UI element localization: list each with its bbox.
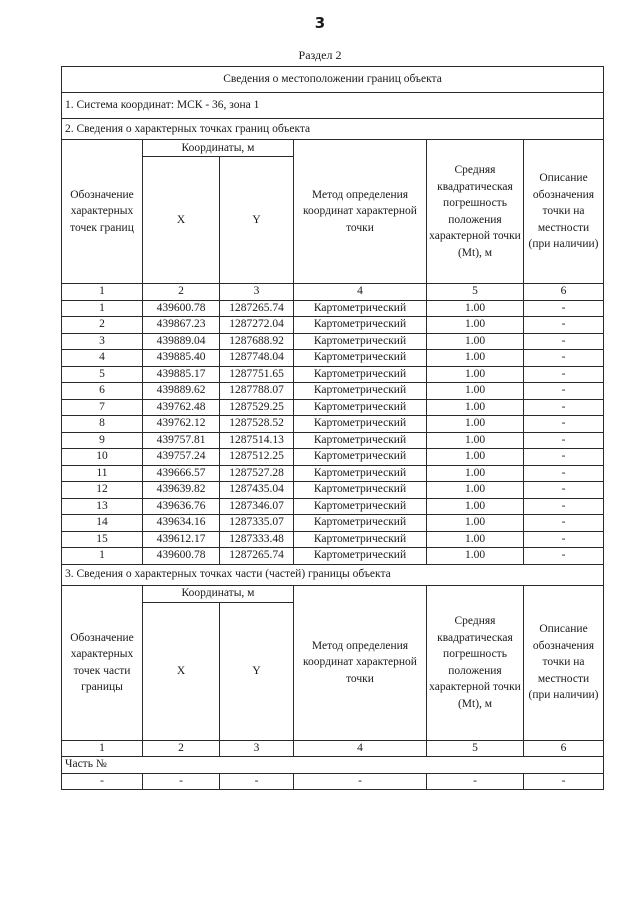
- table-title: Сведения о местоположении границ объекта: [62, 67, 604, 93]
- cell: 4: [294, 740, 427, 757]
- cell: 14: [62, 515, 143, 532]
- cell: -: [524, 317, 604, 334]
- cell: -: [524, 350, 604, 367]
- cell: 7: [62, 399, 143, 416]
- header-point-designation-part: Обозначение характерных точек части границы: [62, 585, 143, 740]
- cell: -: [524, 416, 604, 433]
- cell: -: [143, 773, 220, 790]
- cell: -: [524, 449, 604, 466]
- cell: 1.00: [427, 548, 524, 565]
- part2-title: 2. Сведения о характерных точках границ объекта: [62, 119, 604, 140]
- cell: 4: [294, 284, 427, 301]
- table-row: [62, 333, 604, 350]
- header-coordinates: Координаты, м: [143, 140, 294, 157]
- cell: 1.00: [427, 300, 524, 317]
- cell: 1287335.07: [220, 515, 294, 532]
- cell: 1287788.07: [220, 383, 294, 400]
- table-row: [62, 366, 604, 383]
- table-row: [62, 498, 604, 515]
- cell: 5: [427, 740, 524, 757]
- cell: Картометрический: [294, 548, 427, 565]
- cell: 1.00: [427, 432, 524, 449]
- cell: 1287435.04: [220, 482, 294, 499]
- cell: Картометрический: [294, 350, 427, 367]
- cell: 1287514.13: [220, 432, 294, 449]
- cell: -: [524, 482, 604, 499]
- cell: -: [524, 531, 604, 548]
- cell: Картометрический: [294, 531, 427, 548]
- table-row: [62, 465, 604, 482]
- cell: 1287333.48: [220, 531, 294, 548]
- cell: 1: [62, 300, 143, 317]
- header-y-part: Y: [220, 602, 294, 740]
- cell: 439762.48: [143, 399, 220, 416]
- page-number: 3: [314, 14, 326, 32]
- table-row: [62, 482, 604, 499]
- cell: 15: [62, 531, 143, 548]
- cell: Картометрический: [294, 482, 427, 499]
- table-row: [62, 399, 604, 416]
- cell: 1.00: [427, 366, 524, 383]
- cell: 439639.82: [143, 482, 220, 499]
- cell: 2: [143, 740, 220, 757]
- cell: 11: [62, 465, 143, 482]
- cell: 1.00: [427, 350, 524, 367]
- cell: 2: [143, 284, 220, 301]
- table-row: [62, 416, 604, 433]
- coord-system: 1. Система координат: МСК - 36, зона 1: [62, 93, 604, 119]
- cell: -: [524, 548, 604, 565]
- header-description-part: Описание обозначения точки на местности (при наличии): [524, 585, 604, 740]
- cell: 1287529.25: [220, 399, 294, 416]
- cell: -: [524, 333, 604, 350]
- cell: Картометрический: [294, 383, 427, 400]
- cell: 3: [62, 333, 143, 350]
- cell: 1.00: [427, 383, 524, 400]
- part-label: Часть №: [62, 757, 604, 774]
- cell: 439885.40: [143, 350, 220, 367]
- table-row: [62, 317, 604, 334]
- cell: 1.00: [427, 317, 524, 334]
- table-row: [62, 515, 604, 532]
- cell: Картометрический: [294, 333, 427, 350]
- boundary-table: [61, 66, 604, 790]
- cell: 8: [62, 416, 143, 433]
- cell: 1: [62, 548, 143, 565]
- table-row: [62, 300, 604, 317]
- cell: 4: [62, 350, 143, 367]
- cell: 3: [220, 740, 294, 757]
- header-x-part: X: [143, 602, 220, 740]
- cell: 1287688.92: [220, 333, 294, 350]
- cell: 10: [62, 449, 143, 466]
- cell: 439757.81: [143, 432, 220, 449]
- cell: Картометрический: [294, 515, 427, 532]
- cell: 1.00: [427, 333, 524, 350]
- table-row: [62, 383, 604, 400]
- cell: -: [524, 383, 604, 400]
- cell: Картометрический: [294, 465, 427, 482]
- cell: -: [524, 773, 604, 790]
- cell: Картометрический: [294, 416, 427, 433]
- cell: Картометрический: [294, 399, 427, 416]
- cell: Картометрический: [294, 366, 427, 383]
- cell: -: [62, 773, 143, 790]
- cell: 1287272.04: [220, 317, 294, 334]
- cell: 2: [62, 317, 143, 334]
- cell: 439666.57: [143, 465, 220, 482]
- cell: 9: [62, 432, 143, 449]
- column-numbers-row: [62, 284, 604, 301]
- table-row: [62, 449, 604, 466]
- cell: 439636.76: [143, 498, 220, 515]
- table-row: [62, 531, 604, 548]
- cell: 439612.17: [143, 531, 220, 548]
- cell: Картометрический: [294, 498, 427, 515]
- cell: 3: [220, 284, 294, 301]
- cell: -: [524, 399, 604, 416]
- cell: 1.00: [427, 498, 524, 515]
- cell: 439757.24: [143, 449, 220, 466]
- cell: 13: [62, 498, 143, 515]
- part3-title: 3. Сведения о характерных точках части (частей) границы объекта: [62, 564, 604, 585]
- header-point-designation: Обозначение характерных точек границ: [62, 140, 143, 284]
- cell: 6: [62, 383, 143, 400]
- cell: 1.00: [427, 515, 524, 532]
- cell: 6: [524, 284, 604, 301]
- cell: -: [427, 773, 524, 790]
- cell: 439867.23: [143, 317, 220, 334]
- cell: -: [220, 773, 294, 790]
- header-description: Описание обозначения точки на местности (при наличии): [524, 140, 604, 284]
- cell: 1: [62, 284, 143, 301]
- cell: 6: [524, 740, 604, 757]
- cell: 1287512.25: [220, 449, 294, 466]
- cell: 439889.04: [143, 333, 220, 350]
- table-row: [62, 350, 604, 367]
- cell: -: [294, 773, 427, 790]
- header-coordinates-part: Координаты, м: [143, 585, 294, 602]
- cell: Картометрический: [294, 317, 427, 334]
- cell: 1.00: [427, 416, 524, 433]
- cell: -: [524, 498, 604, 515]
- cell: 1287265.74: [220, 300, 294, 317]
- cell: Картометрический: [294, 432, 427, 449]
- cell: 1.00: [427, 449, 524, 466]
- cell: 1287265.74: [220, 548, 294, 565]
- header-method: Метод определения координат характерной точки: [294, 140, 427, 284]
- cell: 1.00: [427, 465, 524, 482]
- cell: 1287528.52: [220, 416, 294, 433]
- cell: 1.00: [427, 399, 524, 416]
- cell: 1.00: [427, 482, 524, 499]
- cell: 1287527.28: [220, 465, 294, 482]
- cell: 1287751.65: [220, 366, 294, 383]
- table-row: [62, 548, 604, 565]
- cell: -: [524, 300, 604, 317]
- cell: 439600.78: [143, 548, 220, 565]
- cell: 1287748.04: [220, 350, 294, 367]
- header-method-part: Метод определения координат характерной точки: [294, 585, 427, 740]
- cell: Картометрический: [294, 449, 427, 466]
- cell: Картометрический: [294, 300, 427, 317]
- column-numbers-row: [62, 740, 604, 757]
- cell: 439634.16: [143, 515, 220, 532]
- header-accuracy-part: Средняя квадратическая погрешность положения характерной точки (Mt), м: [427, 585, 524, 740]
- cell: 5: [62, 366, 143, 383]
- cell: 439600.78: [143, 300, 220, 317]
- section-title: Раздел 2: [298, 48, 342, 62]
- cell: 439762.12: [143, 416, 220, 433]
- cell: -: [524, 366, 604, 383]
- cell: 12: [62, 482, 143, 499]
- cell: -: [524, 465, 604, 482]
- table-row: [62, 432, 604, 449]
- cell: 439885.17: [143, 366, 220, 383]
- header-y: Y: [220, 157, 294, 284]
- cell: 1.00: [427, 531, 524, 548]
- part-row: [62, 773, 604, 790]
- cell: 439889.62: [143, 383, 220, 400]
- cell: 1287346.07: [220, 498, 294, 515]
- header-x: X: [143, 157, 220, 284]
- cell: 1: [62, 740, 143, 757]
- cell: -: [524, 515, 604, 532]
- header-accuracy: Средняя квадратическая погрешность положения характерной точки (Mt), м: [427, 140, 524, 284]
- cell: -: [524, 432, 604, 449]
- cell: 5: [427, 284, 524, 301]
